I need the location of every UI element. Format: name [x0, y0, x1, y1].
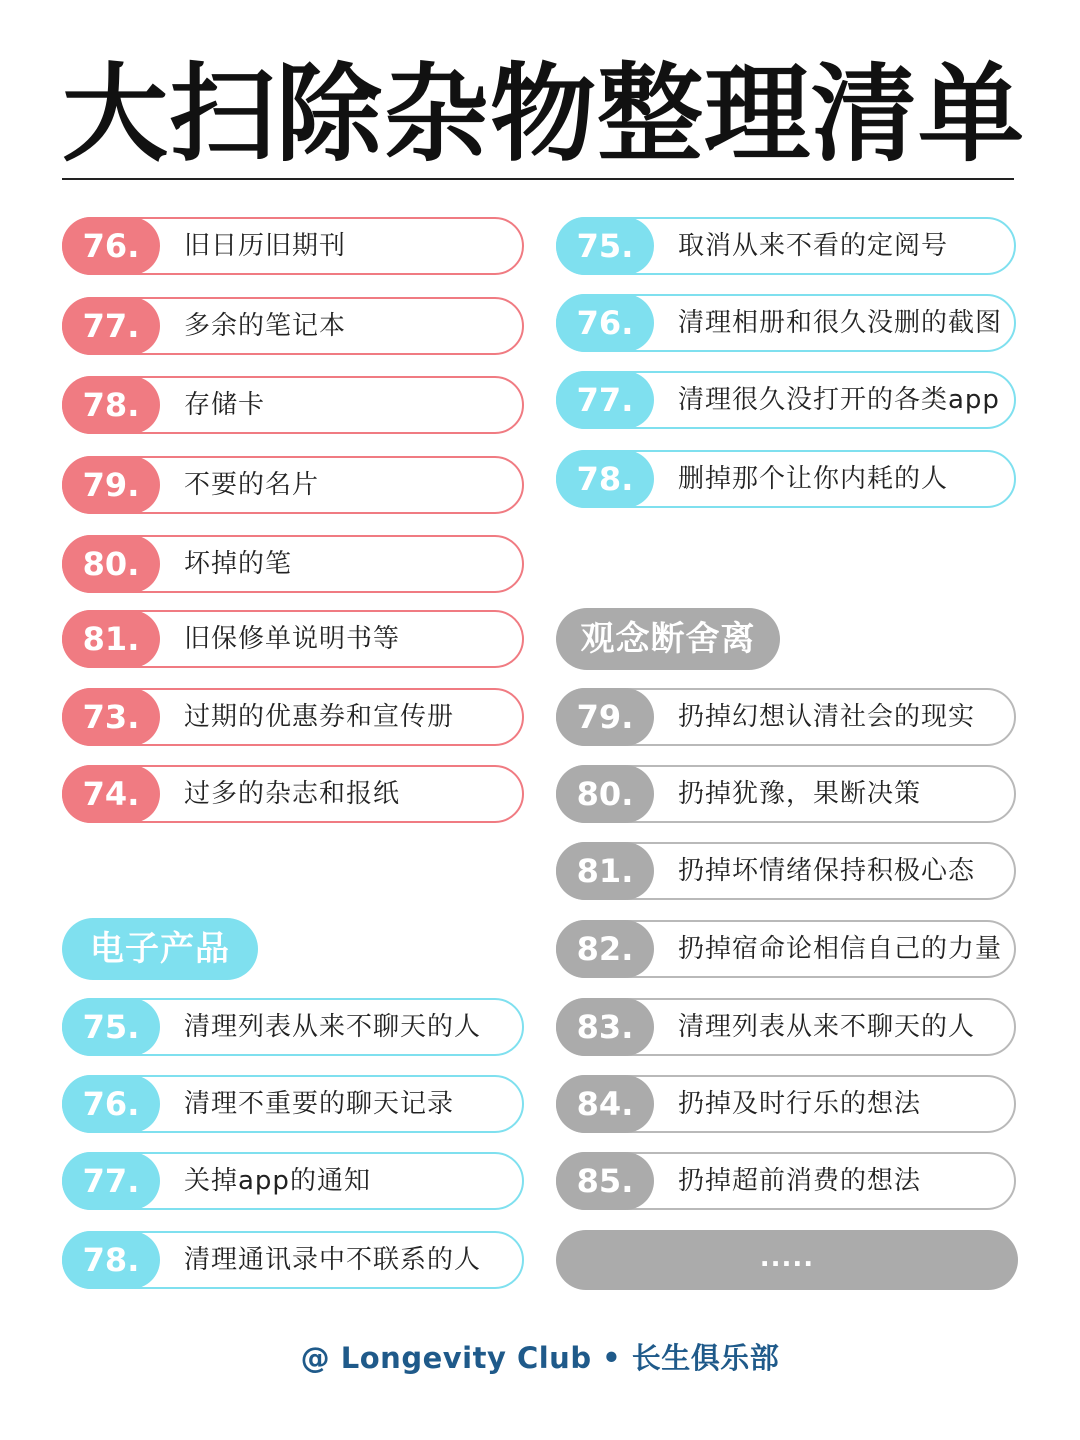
list-item: [62, 1075, 524, 1133]
list-item: [62, 535, 524, 593]
list-item: [62, 1152, 524, 1210]
item-number: 80.: [556, 765, 654, 823]
item-label: 过多的杂志和报纸: [184, 779, 401, 809]
item-label: 清理相册和很久没删的截图: [678, 308, 1003, 338]
list-item: [556, 998, 1016, 1056]
list-item: [556, 688, 1016, 746]
item-label: 旧保修单说明书等: [184, 624, 401, 654]
item-label: 扔掉超前消费的想法: [678, 1166, 922, 1196]
list-item: [62, 376, 524, 434]
item-number: 75.: [62, 998, 160, 1056]
item-number: 76.: [62, 1075, 160, 1133]
list-item: [62, 610, 524, 668]
list-item: [62, 456, 524, 514]
item-label: 扔掉犹豫，果断决策: [678, 779, 922, 809]
item-number: 78.: [62, 1231, 160, 1289]
item-label: 存储卡: [184, 390, 266, 420]
item-number: 77.: [556, 371, 654, 429]
item-label: 扔掉及时行乐的想法: [678, 1089, 922, 1119]
item-number: 78.: [62, 376, 160, 434]
section-heading-electronics: 电子产品: [62, 918, 258, 980]
item-label: 取消从来不看的定阅号: [678, 231, 949, 261]
item-label: 扔掉宿命论相信自己的力量: [678, 934, 1003, 964]
item-label: 坏掉的笔: [184, 549, 293, 579]
list-item: [556, 217, 1016, 275]
list-item: [62, 688, 524, 746]
item-number: 76.: [62, 217, 160, 275]
list-item: [62, 297, 524, 355]
list-item: [556, 765, 1016, 823]
item-label: 扔掉幻想认清社会的现实: [678, 702, 976, 732]
item-label: 旧日历旧期刊: [184, 231, 347, 261]
item-label: 清理通讯录中不联系的人: [184, 1245, 482, 1275]
item-number: 79.: [62, 456, 160, 514]
item-label: 清理列表从来不聊天的人: [184, 1012, 482, 1042]
item-number: 82.: [556, 920, 654, 978]
footer-credit: @ Longevity Club • 长生俱乐部: [300, 1341, 780, 1375]
list-item: [556, 1075, 1016, 1133]
page-title: 大扫除杂物整理清单: [62, 53, 1025, 176]
item-label: 多余的笔记本: [184, 311, 347, 341]
list-item: [62, 217, 524, 275]
item-number: 85.: [556, 1152, 654, 1210]
item-number: 78.: [556, 450, 654, 508]
list-item: [556, 294, 1016, 352]
item-label: 不要的名片: [184, 470, 320, 500]
item-label: 清理列表从来不聊天的人: [678, 1012, 976, 1042]
item-number: 83.: [556, 998, 654, 1056]
list-item: [556, 450, 1016, 508]
item-label: 关掉app的通知: [184, 1166, 371, 1196]
item-number: 79.: [556, 688, 654, 746]
list-item: [62, 998, 524, 1056]
list-item: [62, 765, 524, 823]
item-number: 77.: [62, 1152, 160, 1210]
item-number: 74.: [62, 765, 160, 823]
list-item: [556, 1152, 1016, 1210]
more-ellipsis: .....: [556, 1230, 1018, 1290]
item-number: 81.: [62, 610, 160, 668]
list-item: [556, 920, 1016, 978]
item-number: 75.: [556, 217, 654, 275]
title-divider: [62, 178, 1014, 180]
item-label: 过期的优惠券和宣传册: [184, 702, 455, 732]
item-number: 76.: [556, 294, 654, 352]
list-item: [556, 842, 1016, 900]
section-heading-mindset: 观念断舍离: [556, 608, 780, 670]
item-label: 清理很久没打开的各类app: [678, 385, 1000, 415]
item-number: 81.: [556, 842, 654, 900]
item-number: 80.: [62, 535, 160, 593]
list-item: [62, 1231, 524, 1289]
item-number: 84.: [556, 1075, 654, 1133]
item-number: 73.: [62, 688, 160, 746]
item-label: 清理不重要的聊天记录: [184, 1089, 455, 1119]
item-number: 77.: [62, 297, 160, 355]
item-label: 扔掉坏情绪保持积极心态: [678, 856, 976, 886]
item-label: 删掉那个让你内耗的人: [678, 464, 949, 494]
list-item: [556, 371, 1016, 429]
